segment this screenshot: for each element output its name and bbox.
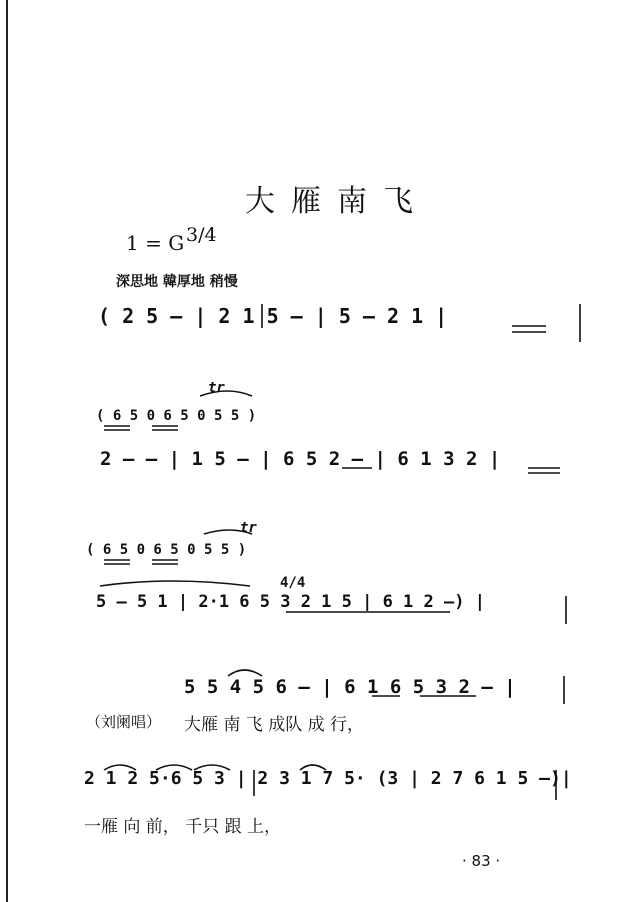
- key-signature: 1 = G: [126, 231, 185, 255]
- system-3-ornament: ( 6 5 0 6 5 0 5 5 ): [86, 542, 247, 558]
- system-3-notes: 5 — 5 1 | 2·1 6 5 3 2 1 5 | 6 1 2 —) |: [96, 592, 485, 612]
- time-signature: 3/4: [186, 224, 217, 246]
- system-3-trill: tr: [240, 520, 257, 536]
- system-4-notes: 5 5 4 5 6 — | 6 1 6 5 3 2 — |: [184, 676, 516, 698]
- tempo-marking: 深思地 韓厚地 稍慢: [116, 274, 238, 290]
- singer-credit: （刘阑唱）: [86, 713, 162, 731]
- system-2-trill: tr: [208, 380, 225, 396]
- system-1-notes: ( 2 5 — | 2 1 5 — | 5 — 2 1 |: [98, 304, 448, 328]
- system-5-notes: 2 1 2 5·6 5 3 | 2 3 1 7 5· (3 | 2 7 6 1 5 —)|: [84, 768, 572, 789]
- system-2-ornament: ( 6 5 0 6 5 0 5 5 ): [96, 408, 257, 424]
- page-number: · 83 ·: [462, 852, 501, 870]
- system-5-lyrics: 一雁 向 前， 千只 跟 上，: [84, 817, 282, 837]
- meter-change: 4/4: [280, 575, 306, 591]
- song-title: 大雁南飞: [245, 184, 429, 219]
- system-2-notes: 2 — — | 1 5 — | 6 5 2 — | 6 1 3 2 |: [100, 448, 501, 470]
- system-4-lyrics: 大雁 南 飞 成队 成 行，: [184, 715, 365, 735]
